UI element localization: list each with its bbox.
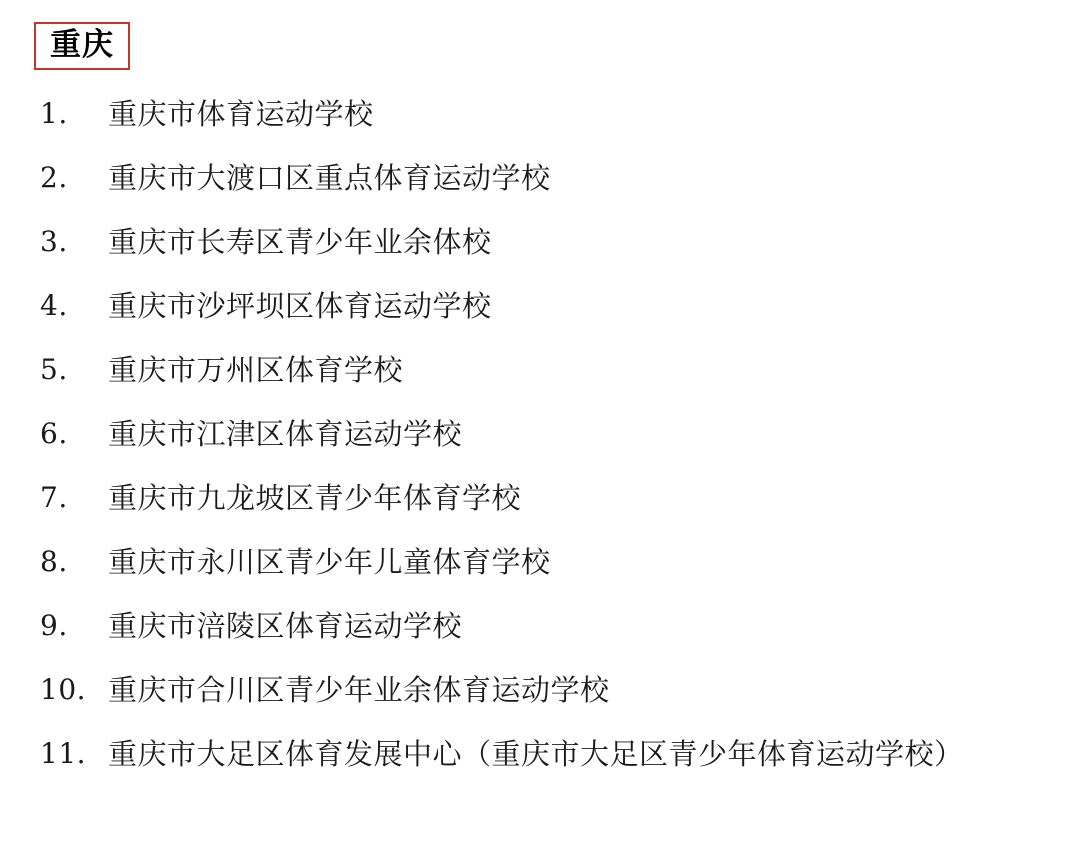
list-item	[30, 594, 1050, 658]
list-item	[30, 82, 1050, 146]
list-item-number: 11.	[40, 737, 87, 771]
list-item-label: 重庆市长寿区青少年业余体校	[108, 225, 492, 260]
list-item-number: 5.	[40, 353, 68, 387]
list-item-label: 重庆市大渡口区重点体育运动学校	[108, 161, 551, 196]
list-item-number: 3.	[40, 225, 68, 259]
list-item-label: 重庆市九龙坡区青少年体育学校	[108, 481, 522, 516]
list-item	[30, 530, 1050, 594]
list-item-label: 重庆市大足区体育发展中心（重庆市大足区青少年体育运动学校）	[108, 737, 964, 772]
list-item	[30, 402, 1050, 466]
list-item-label: 重庆市涪陵区体育运动学校	[108, 609, 463, 644]
list-item-label: 重庆市体育运动学校	[108, 97, 374, 132]
region-heading-box	[34, 22, 130, 70]
list-item-number: 9.	[40, 609, 68, 643]
list-item-number: 2.	[40, 161, 68, 195]
list-item	[30, 274, 1050, 338]
list-item	[30, 466, 1050, 530]
list-item-number: 4.	[40, 289, 68, 323]
list-item-label: 重庆市江津区体育运动学校	[108, 417, 463, 452]
list-item-number: 10.	[40, 673, 87, 707]
list-item-number: 1.	[40, 97, 68, 131]
list-item	[30, 338, 1050, 402]
list-item	[30, 210, 1050, 274]
list-item-label: 重庆市万州区体育学校	[108, 353, 404, 388]
list-item-number: 6.	[40, 417, 68, 451]
page-title: 重庆	[50, 27, 114, 63]
list-item-label: 重庆市沙坪坝区体育运动学校	[108, 289, 492, 324]
list-item-label: 重庆市永川区青少年儿童体育学校	[108, 545, 551, 580]
list-item	[30, 658, 1050, 722]
list-item-number: 7.	[40, 481, 68, 515]
list-item-label: 重庆市合川区青少年业余体育运动学校	[108, 673, 610, 708]
list-item-number: 8.	[40, 545, 68, 579]
list-item	[30, 722, 1050, 786]
list-item	[30, 146, 1050, 210]
school-list	[30, 82, 1050, 786]
